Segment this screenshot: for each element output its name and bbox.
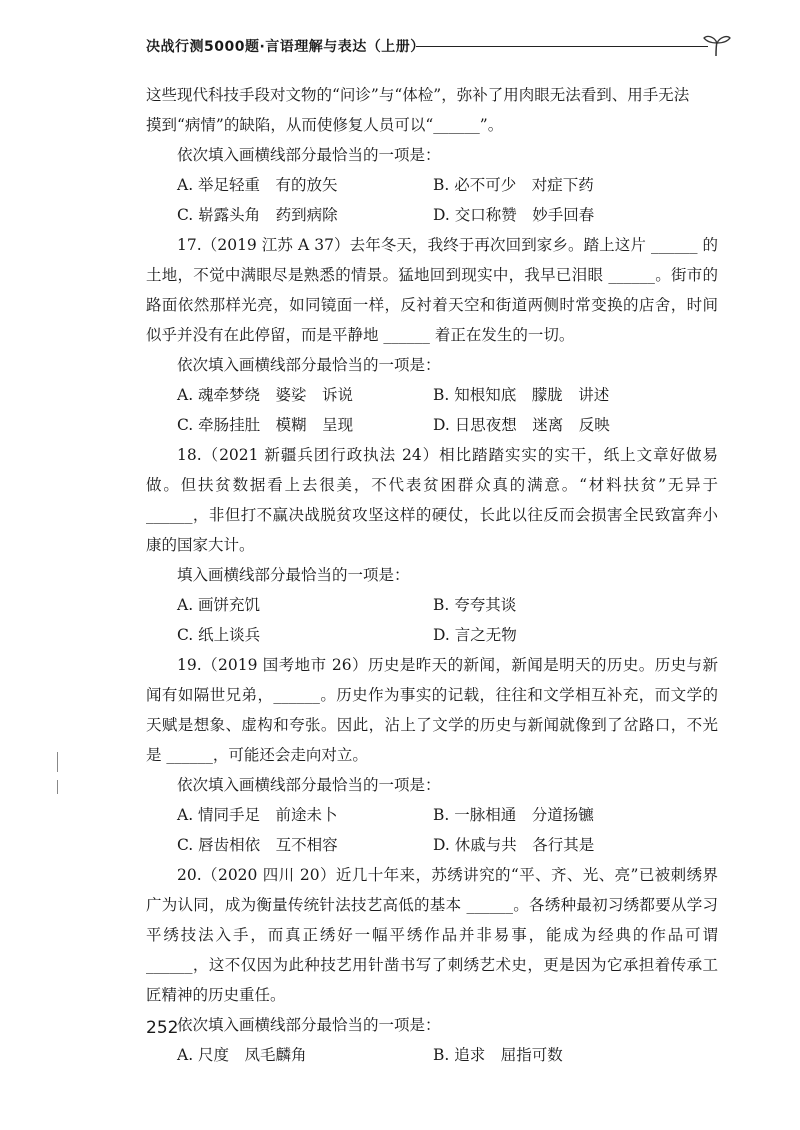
option-c: C. 崭露头角 药到病除 (177, 206, 338, 224)
question-instruction: 依次填入画横线部分最恰当的一项是： (177, 776, 441, 794)
question-18 (146, 440, 718, 650)
header-rule (416, 46, 708, 47)
option-d: D. 休戚与共 各行其是 (433, 836, 595, 854)
option-c: C. 牵肠挂肚 模糊 呈现 (177, 416, 354, 434)
answer-options (146, 800, 718, 860)
running-header (146, 30, 736, 60)
option-d: D. 日思夜想 迷离 反映 (433, 416, 610, 434)
page-number: 252 (146, 1018, 179, 1038)
option-c: C. 纸上谈兵 (177, 626, 261, 644)
passage-line: 摸到“病情”的缺陷，从而使修复人员可以“______”。 (146, 116, 504, 134)
option-b: B. 知根知底 朦胧 讲述 (433, 386, 610, 404)
answer-options (146, 380, 718, 440)
question-16-continued (146, 80, 718, 230)
option-a: A. 举足轻重 有的放矢 (177, 176, 338, 194)
question-text: 20.（2020 四川 20）近几十年来，苏绣讲究的“平、齐、光、亮”已被刺绣界广为认同，成为衡量传统针法技艺高低的基本 ______。各绣种最初习绣都要从学习平绣技法入手，而真正绣好一幅平绣作品并非易事，能成为经典的作品可谓 ______，这不仅因为此种技艺用针凿书写了刺绣艺术史，更是因为它承担着传承工匠精神的历史重任。 (146, 866, 718, 1004)
question-text: 18.（2021 新疆兵团行政执法 24）相比踏踏实实的实干，纸上文章好做易做。但扶贫数据看上去很美，不代表贫困群众真的满意。“材料扶贫”无异于 ______，非但打不赢决战脱贫攻坚这样的硬仗，长此以往反而会损害全民致富奔小康的国家大计。 (146, 446, 718, 554)
answer-options (146, 170, 718, 230)
answer-options (146, 590, 718, 650)
option-b: B. 追求 屈指可数 (433, 1046, 563, 1064)
option-a: A. 情同手足 前途未卜 (177, 806, 338, 824)
scan-mark (57, 752, 58, 772)
question-instruction: 依次填入画横线部分最恰当的一项是： (177, 146, 441, 164)
page-content (146, 80, 718, 1070)
book-title: 决战行测5000题·言语理解与表达（上册） (146, 39, 425, 55)
question-19 (146, 650, 718, 860)
option-a: A. 尺度 凤毛麟角 (177, 1046, 307, 1064)
scan-mark (57, 780, 58, 794)
option-b: B. 必不可少 对症下药 (433, 176, 594, 194)
answer-options (146, 1040, 718, 1070)
option-d: D. 交口称赞 妙手回春 (433, 206, 595, 224)
option-b: B. 夸夸其谈 (433, 596, 517, 614)
question-instruction: 依次填入画横线部分最恰当的一项是： (177, 356, 441, 374)
question-17 (146, 230, 718, 440)
passage-line: 这些现代科技手段对文物的“问诊”与“体检”，弥补了用肉眼无法看到、用手无法 (146, 86, 690, 104)
option-a: A. 魂牵梦绕 婆娑 诉说 (177, 386, 354, 404)
sprout-icon (702, 32, 732, 58)
option-a: A. 画饼充饥 (177, 596, 261, 614)
question-text: 19.（2019 国考地市 26）历史是昨天的新闻，新闻是明天的历史。历史与新闻有如隔世兄弟，______。历史作为事实的记载，往往和文学相互补充，而文学的天赋是想象、虚构和夸张。因此，沾上了文学的历史与新闻就像到了岔路口，不光是 ______，可能还会走向对立。 (146, 656, 718, 764)
question-instruction: 填入画横线部分最恰当的一项是： (177, 566, 410, 584)
question-instruction: 依次填入画横线部分最恰当的一项是： (177, 1016, 441, 1034)
option-d: D. 言之无物 (433, 626, 517, 644)
option-b: B. 一脉相通 分道扬镳 (433, 806, 594, 824)
question-text: 17.（2019 江苏 A 37）去年冬天，我终于再次回到家乡。踏上这片 ______ 的土地，不觉中满眼尽是熟悉的情景。猛地回到现实中，我早已泪眼 ______。街市的路面依然那样光亮，如同镜面一样，反衬着天空和街道两侧时常变换的店舍，时间似乎并没有在此停留，而是平静地 ______ 着正在发生的一切。 (146, 236, 718, 344)
question-20 (146, 860, 718, 1070)
option-c: C. 唇齿相依 互不相容 (177, 836, 338, 854)
